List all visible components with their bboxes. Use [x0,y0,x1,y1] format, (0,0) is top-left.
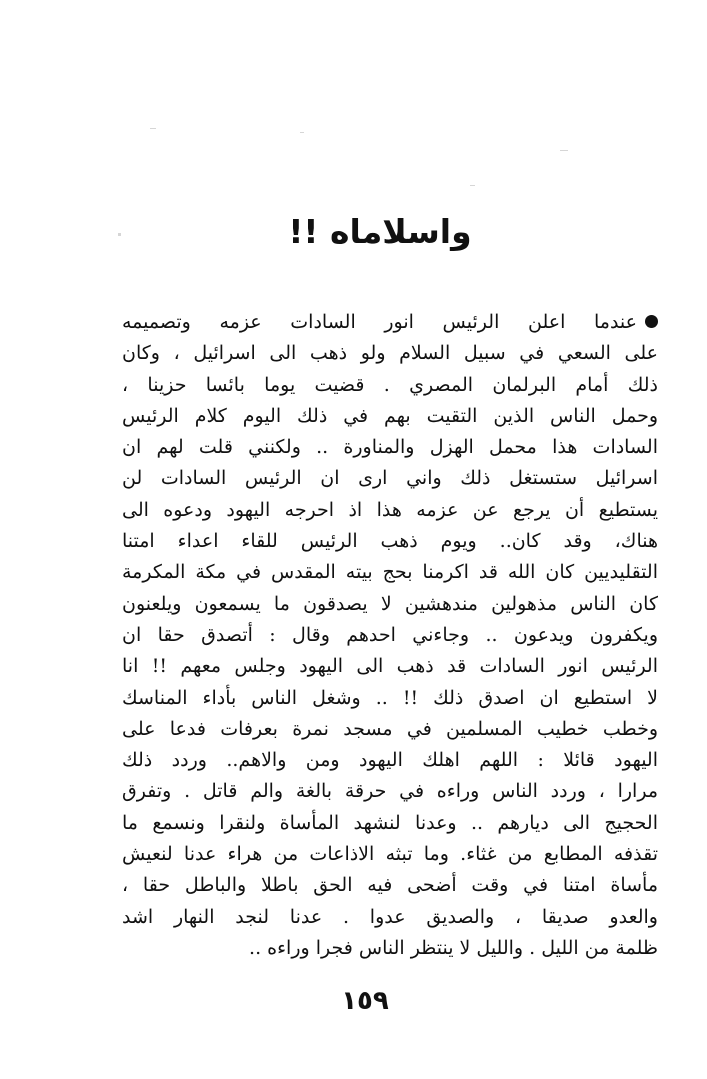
text-line: السادات هذا محمل الهزل والمناورة .. ولكنني قلت لهم ان [122,436,658,459]
scan-speck [150,128,156,129]
text-line: الحجيج الى ديارهم .. وعدنا لنشهد المأساة ولنقرا ونسمع ما [122,811,658,834]
text-line: على السعي في سبيل السلام ولو ذهب الى اسرائيل ، وكان [122,342,658,365]
text-line: وحمل الناس الذين التقيت بهم في ذلك اليوم كلام الرئيس [122,404,658,427]
text-line: تقذفه المطابع من غثاء. وما تبثه الاذاعات من هراء عدنا لنعيش [122,843,658,866]
text-line: مأساة امتنا في وقت أضحى فيه الحق باطلا والباطل حقا ، [122,874,658,897]
text-line: ظلمة من الليل . والليل لا ينتظر الناس فجرا وراءه .. [249,936,658,959]
text-line: وخطب خطيب المسلمين في مسجد نمرة بعرفات فدعا على [122,717,658,740]
text-line: ويكفرون ويدعون .. وجاءني احدهم وقال : أتصدق حقا ان [122,623,658,646]
page-number: ١٥٩ [341,986,389,1016]
text-line: لا استطيع ان اصدق ذلك !! .. وشغل الناس بأداء المناسك [122,686,658,709]
text-line: ذلك أمام البرلمان المصري . قضيت يوما بائسا حزينا ، [122,373,658,396]
text-line: اسرائيل ستستغل ذلك واني ارى ان الرئيس السادات لن [122,467,658,490]
text-line: مرارا ، وردد الناس وراءه في حرقة بالغة والم قاتل . وتفرق [122,780,658,803]
text-line: اليهود قائلا : اللهم اهلك اليهود ومن والاهم.. وردد ذلك [122,749,658,772]
text-line: التقليديين كان الله قد اكرمنا بحج بيته المقدس في مكة المكرمة [122,561,658,584]
text-line: عندما اعلن الرئيس انور السادات عزمه وتصميمه [122,307,658,338]
chapter-title: واسلاماه !! [288,212,472,251]
chapter-body [122,307,658,964]
text-line: والعدو صديقا ، والصديق عدوا . عدنا لنجد النهار اشد [122,905,658,928]
scan-speck [118,233,121,236]
scan-speck [300,132,304,133]
text-line: الرئيس انور السادات قد ذهب الى اليهود وجلس معهم !! انا [122,655,658,678]
bullet-icon [645,315,658,328]
scan-speck [470,185,475,186]
text-line: كان الناس مذهولين مندهشين لا يصدقون ما يسمعون ويلعنون [122,592,658,615]
text-line: هناك، وقد كان.. ويوم ذهب الرئيس للقاء اعداء امتنا [122,530,658,553]
text-line: يستطيع أن يرجع عن عزمه هذا اذ احرجه اليهود ودعوه الى [122,498,658,521]
scan-speck [560,150,568,151]
